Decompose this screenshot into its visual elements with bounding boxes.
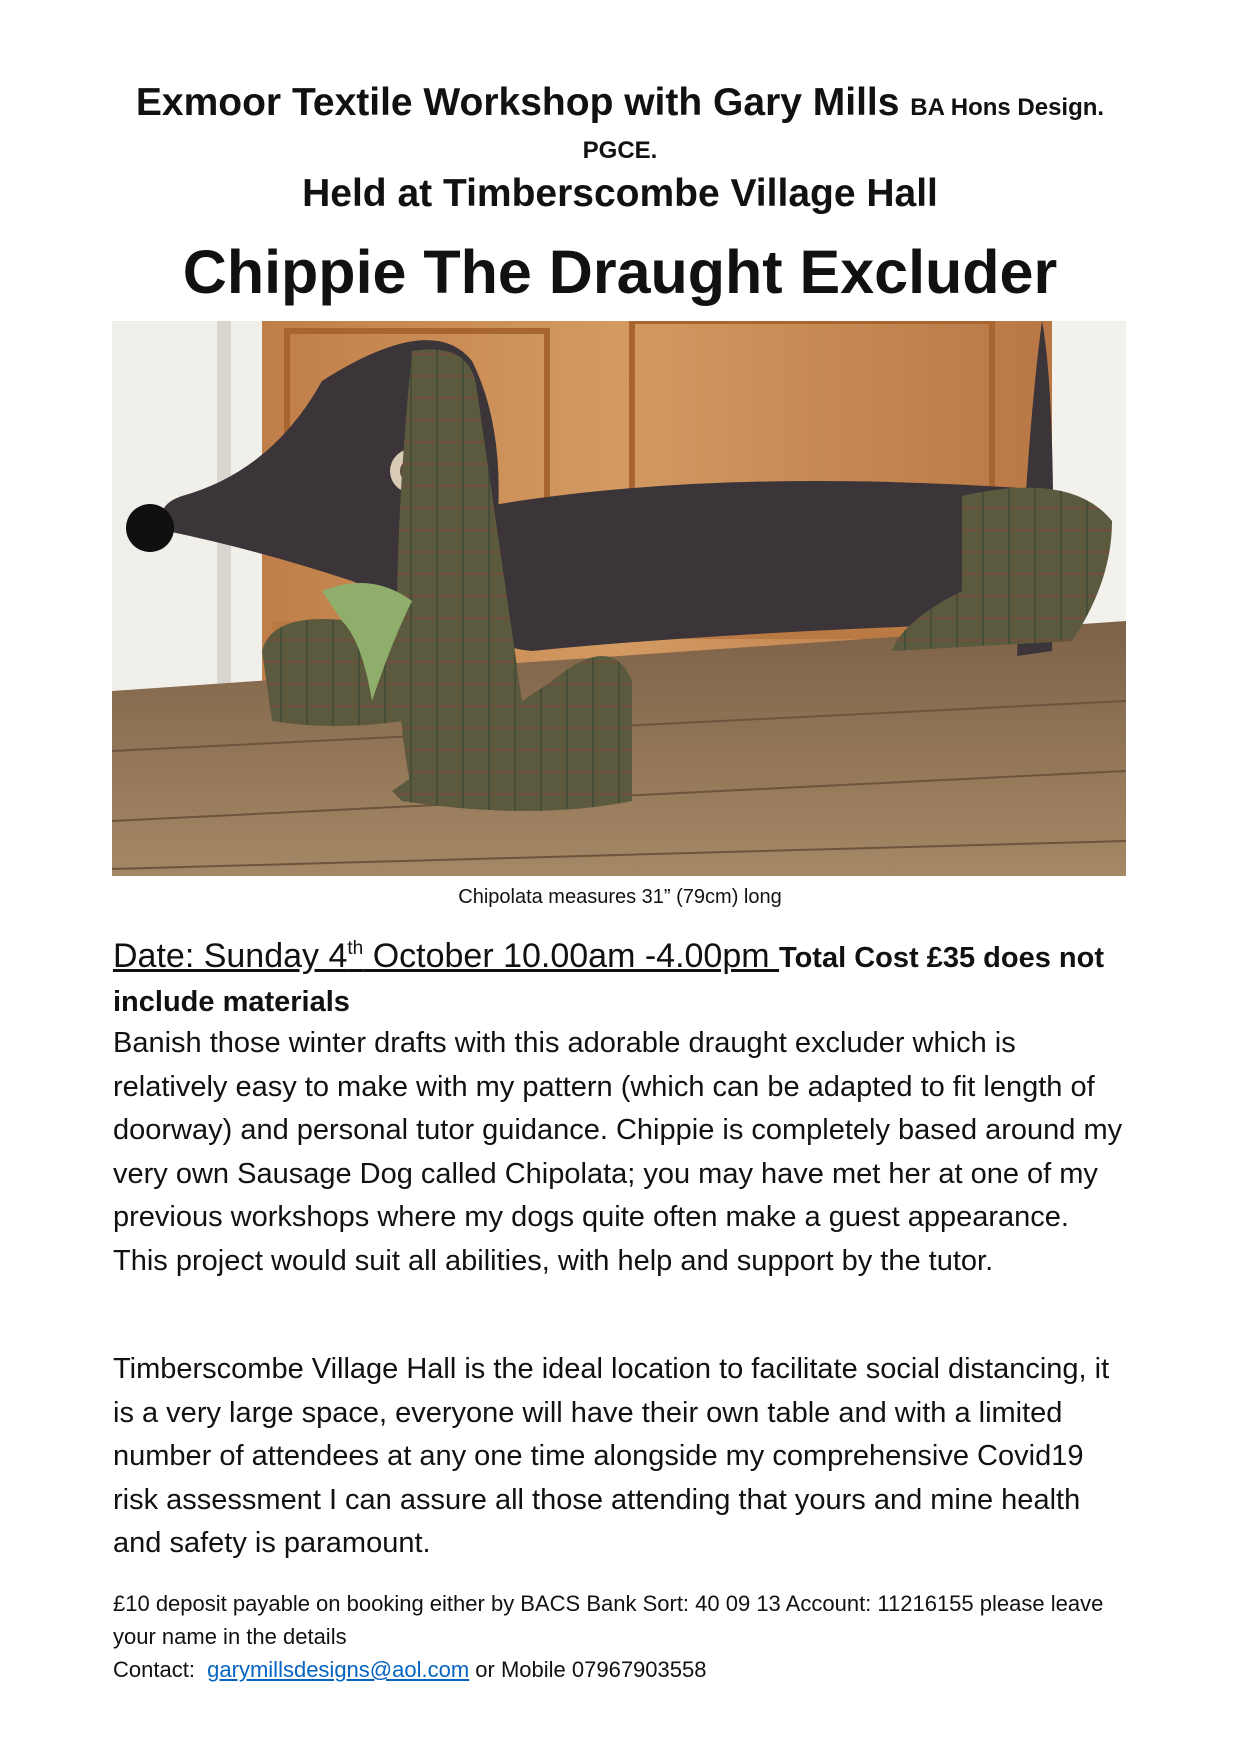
project-title: Chippie The Draught Excluder	[182, 238, 1058, 306]
venue-heading: Held at Timberscombe Village Hall	[302, 172, 938, 215]
event-date-prefix: Date: Sunday 4	[113, 937, 348, 975]
booking-footer	[113, 1587, 1133, 1686]
contact-line	[113, 1653, 1133, 1686]
email-link[interactable]: garymillsdesigns@aol.com	[207, 1657, 470, 1682]
project-description	[113, 1022, 1133, 1283]
tutor-credentials: BA Hons Design.	[910, 94, 1105, 121]
event-date	[113, 937, 779, 975]
draught-excluder-photo	[112, 321, 1126, 876]
workshop-heading	[0, 80, 1240, 131]
venue-description: Timberscombe Village Hall is the ideal location to facilitate social distancing, it is a very large space, everyone will have their own table and with a limited number of attendees at any one time alongside my comprehensive Covid19 risk assessment I can assure all those attending that yours and mine health and safety is paramount.	[113, 1353, 1110, 1559]
description-paragraph: This project would suit all abilities, with help and support by the tutor.	[113, 1244, 994, 1277]
photo-caption: Chipolata measures 31” (79cm) long	[458, 886, 782, 908]
description-paragraph: Banish those winter drafts with this adorable draught excluder which is relatively easy to make with my pattern (which can be adapted to fit length of doorway) and personal tutor guidance. Chippie is completely based around my very own Sausage Dog called Chipolata; you may have met her at one of my previous workshops where my dogs quite often make a guest appearance.	[113, 1027, 1123, 1233]
event-cost: Total Cost £35 does not include materials	[113, 942, 1104, 1018]
event-details	[113, 935, 1133, 1024]
event-date-suffix: October 10.00am -4.00pm	[363, 937, 780, 975]
event-date-ordinal: th	[347, 938, 364, 959]
workshop-title: Exmoor Textile Workshop with Gary Mills	[135, 81, 900, 124]
deposit-info: £10 deposit payable on booking either by BACS Bank Sort: 40 09 13 Account: 11216155 please leave your name in the details	[113, 1591, 1104, 1649]
mobile-number: or Mobile 07967903558	[475, 1657, 707, 1682]
contact-label: Contact:	[113, 1657, 195, 1682]
tutor-credentials-continued: PGCE.	[582, 137, 658, 164]
